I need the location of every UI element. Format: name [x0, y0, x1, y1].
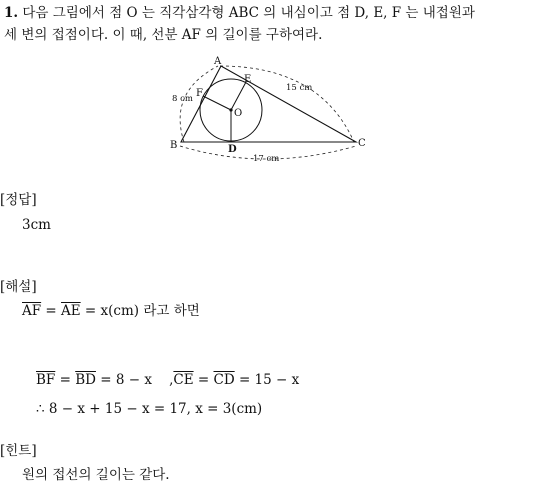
arc-ab	[180, 66, 218, 142]
problem-number: 1.	[4, 5, 19, 21]
hint-text: 원의 접선의 길이는 같다.	[22, 467, 170, 483]
label-f: F	[196, 88, 203, 99]
hint-heading: [힌트]	[0, 443, 37, 459]
segment-ce: $\overline{CE}$	[173, 372, 194, 388]
label-o: O	[234, 108, 243, 119]
explanation-line-2: $\overline{BF} = \overline{BD} = 8 - x$ $,\overline{CE} = \overline{CD} = 15 - x$	[36, 372, 300, 388]
segment-bd: $\overline{BD}$	[75, 372, 96, 388]
label-b: B	[170, 140, 178, 151]
explanation-line-1: $\overline{AF} = \overline{AE} = x(cm)$ 라고 하면	[22, 303, 200, 319]
segment-af: $\overline{AF}$	[22, 303, 42, 319]
label-ab-length: 8 cm	[172, 94, 193, 104]
label-d: D	[228, 144, 237, 155]
problem-line-2: 세 변의 접점이다. 이 때, 선분 AF 의 길이를 구하여라.	[4, 27, 323, 43]
segment-ae: $\overline{AE}$	[61, 303, 81, 319]
label-e: E	[244, 74, 252, 85]
answer-value: 3cm	[22, 217, 51, 233]
label-ac-length: 15 cm	[286, 83, 313, 93]
arc-ac	[220, 66, 354, 142]
label-bc-length: 17 cm	[253, 154, 280, 164]
problem-statement	[4, 4, 475, 22]
radius-oe	[231, 82, 246, 110]
problem-line-1: 다음 그림에서 점 O 는 직각삼각형 ABC 의 내심이고 점 D, E, F 는 내접원과	[22, 5, 475, 21]
triangle-figure	[160, 54, 380, 166]
explanation-heading: [해설]	[0, 279, 37, 295]
label-c: C	[358, 138, 366, 149]
segment-cd: $\overline{CD}$	[213, 372, 235, 388]
label-a: A	[214, 56, 222, 67]
explanation-line-3: ∴ 8 − x + 15 − x = 17, x = 3(cm)	[36, 401, 263, 417]
answer-heading: [정답]	[0, 192, 37, 208]
radius-of	[203, 96, 231, 110]
segment-bf: $\overline{BF}$	[36, 372, 56, 388]
